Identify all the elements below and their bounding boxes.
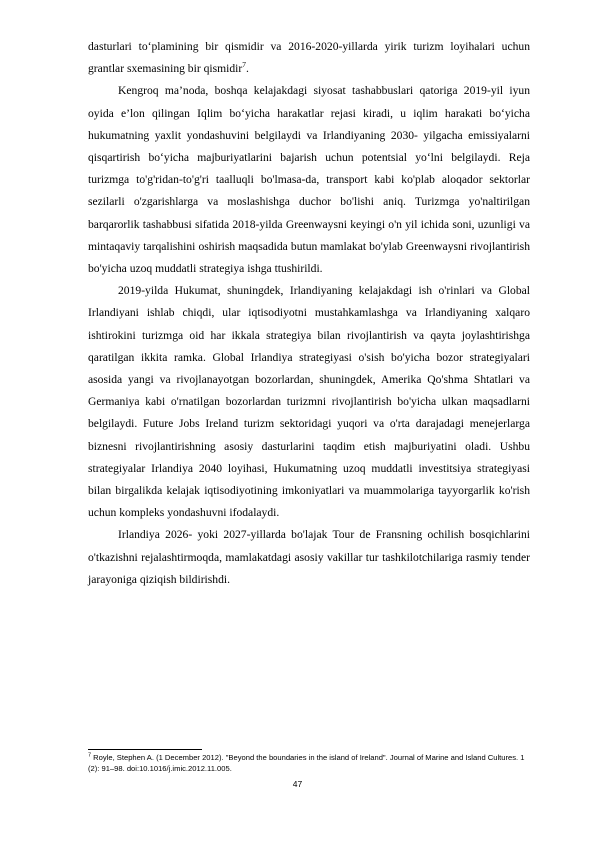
- paragraph-1-text: dasturlari to‘plamining bir qismidir va 2016-2020-yillarda yirik turizm loyihalari uchun grantlar sxemasining bir qismidir: [88, 40, 530, 76]
- footnote-number: 7: [88, 752, 92, 759]
- footnote-reference[interactable]: 7: [242, 60, 246, 70]
- paragraph-1-tail: .: [245, 62, 249, 76]
- footnote: [88, 752, 530, 775]
- footnote-text: Royle, Stephen A. (1 December 2012). "Beyond the boundaries in the island of Ireland". Journal of Marine and Island Cultures. 1 (2): 91–98. doi:10.1016/j.imic.2012.11.005.: [88, 753, 525, 774]
- page-body: [88, 36, 530, 591]
- paragraph-1: [88, 36, 530, 80]
- footnote-separator: [88, 749, 202, 750]
- paragraph-2: Kengroq ma’noda, boshqa kelajakdagi siyosat tashabbuslari qatoriga 2019-yil iyun oyida e’lon qilingan Iqlim bo‘yicha harakatlar rejasi kiradi, u iqlim harakati bo‘yicha hukumatning yaxlit yondashuvini belgilaydi va Irlandiyaning 2030- yilgacha emissiyalarni qisqartirish bo‘yicha majburiyatlarini bajarish uchun potentsial yo‘lni belgilaydi. Reja turizmga to'g'ridan-to'g'ri taalluqli bo'lmasa-da, transport kabi ko'plab aloqador sektorlar sezilarli o'zgarishlarga va moslashishga duchor bo'lishi aniq. Turizmga yo'naltirilgan barqarorlik tashabbusi sifatida 2018-yilda Greenwaysni keyingi o'n yil ichida soni, uzunligi va mintaqaviy tarqalishini oshirish maqsadida butun mamlakat bo'ylab Greenwaysni rivojlantirish bo'yicha uzoq muddatli strategiya ishga ttushirildi.: [88, 84, 530, 276]
- page-number: 47: [292, 779, 303, 789]
- paragraph-4: Irlandiya 2026- yoki 2027-yillarda bo'lajak Tour de Fransning ochilish bosqichlarini o'tkazishni rejalashtirmoqda, mamlakatdagi asosiy vakillar tur tashkilotchilariga rasmiy tender jarayoniga qiziqish bildirishdi.: [88, 528, 530, 586]
- paragraph-3: 2019-yilda Hukumat, shuningdek, Irlandiyaning kelajakdagi ish o'rinlari va Global Irlandiyani ishlab chiqdi, ular iqtisodiyotni mustahkamlashga va Irlandiyaning xalqaro ishtirokini turizmga oid har ikkala strategiya bilan rivojlantirish va qayta joylashtirishga qaratilgan ikkita ramka. Global Irlandiya strategiyasi o'sish bo'yicha bozor strategiyalari asosida yangi va rivojlanayotgan bozorlardan, shuningdek, Amerika Qo'shma Shtatlari va Germaniya kabi o'rnatilgan bozorlardan turizmni rivojlantirish bo'yicha ulkan maqsadlarni belgilaydi. Future Jobs Ireland turizm sektoridagi yuqori va o'rta darajadagi menejerlarga biznesni rivojlantirishning asosiy dasturlarini taqdim etish majburiyatini oladi. Ushbu strategiyalar Irlandiya 2040 loyihasi, Hukumatning uzoq muddatli investitsiya strategiyasi bilan birgalikda kelajak iqtisodiyotining imkoniyatlari va muammolariga tayyorgarlik ko'rish uchun kompleks yondashuvni ifodalaydi.: [88, 284, 530, 520]
